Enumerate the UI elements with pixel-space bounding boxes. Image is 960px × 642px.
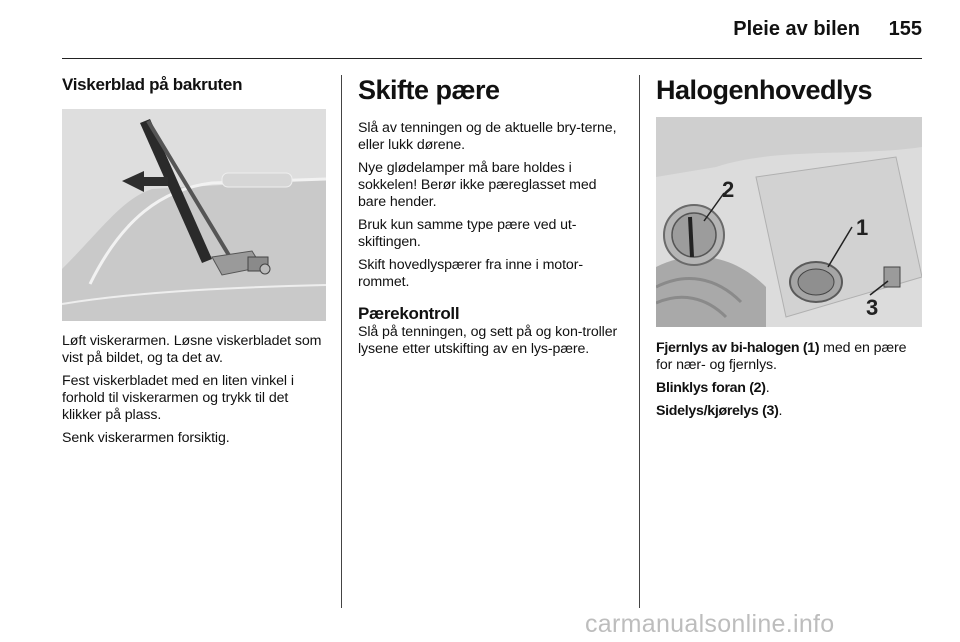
paragraph: Senk viskerarmen forsiktig. <box>62 430 230 446</box>
section-heading-bulb-change: Skifte pære <box>358 75 500 105</box>
header-rule <box>62 58 922 59</box>
column-bulb-change <box>358 75 626 364</box>
item-text: . <box>778 403 783 419</box>
figure-label-1: 1 <box>856 215 869 240</box>
paragraph: Fest viskerbladet med en liten vinkel i forhold til viskerarmen og trykk til det klikker på plass. <box>62 373 294 423</box>
page-number: 155 <box>888 18 922 40</box>
item-label: Sidelys/kjørelys (3) <box>656 403 779 419</box>
section-heading-halogen: Halogenhovedlys <box>656 75 873 105</box>
list-item <box>656 403 922 420</box>
rear-wiper-illustration <box>62 109 326 321</box>
paragraph: Skift hovedlyspærer fra inne i motor-rommet. <box>358 257 583 290</box>
paragraph: Bruk kun samme type pære ved ut-skiftingen. <box>358 217 577 250</box>
paragraph: Nye glødelamper må bare holdes i sokkelen! Berør ikke pæreglasset med bare hender. <box>358 160 597 210</box>
halogen-items <box>656 340 922 420</box>
watermark: carmanualsonline.info <box>585 610 835 638</box>
list-item <box>656 340 922 374</box>
subheading-bulb-check: Pærekontroll <box>358 304 460 323</box>
rear-wiper-text <box>62 333 326 447</box>
paragraph: Slå på tenningen, og sett på og kon-troller lysene etter utskifting av en lys-pære. <box>358 324 618 357</box>
item-text: med en pære for nær- og fjernlys. <box>656 340 907 373</box>
column-rear-wiper <box>62 75 326 453</box>
headlight-figure <box>656 117 922 327</box>
headlight-illustration <box>656 117 922 327</box>
item-label: Fjernlys av bi-halogen (1) <box>656 340 820 356</box>
header-title: Pleie av bilen <box>733 18 860 40</box>
paragraph: Løft viskerarmen. Løsne viskerbladet som vist på bildet, og ta det av. <box>62 333 322 366</box>
bulb-change-text <box>358 120 626 291</box>
rear-wiper-figure <box>62 109 326 321</box>
column-divider-1 <box>341 75 342 608</box>
column-halogen-headlights <box>656 75 922 426</box>
item-text: . <box>765 380 770 396</box>
section-heading-rear-wiper: Viskerblad på bakruten <box>62 75 243 94</box>
figure-label-3: 3 <box>866 295 879 320</box>
column-divider-2 <box>639 75 640 608</box>
figure-label-2: 2 <box>722 177 735 202</box>
item-label: Blinklys foran (2) <box>656 380 766 396</box>
paragraph: Slå av tenningen og de aktuelle bry-terne, eller lukk dørene. <box>358 120 617 153</box>
list-item <box>656 380 922 397</box>
